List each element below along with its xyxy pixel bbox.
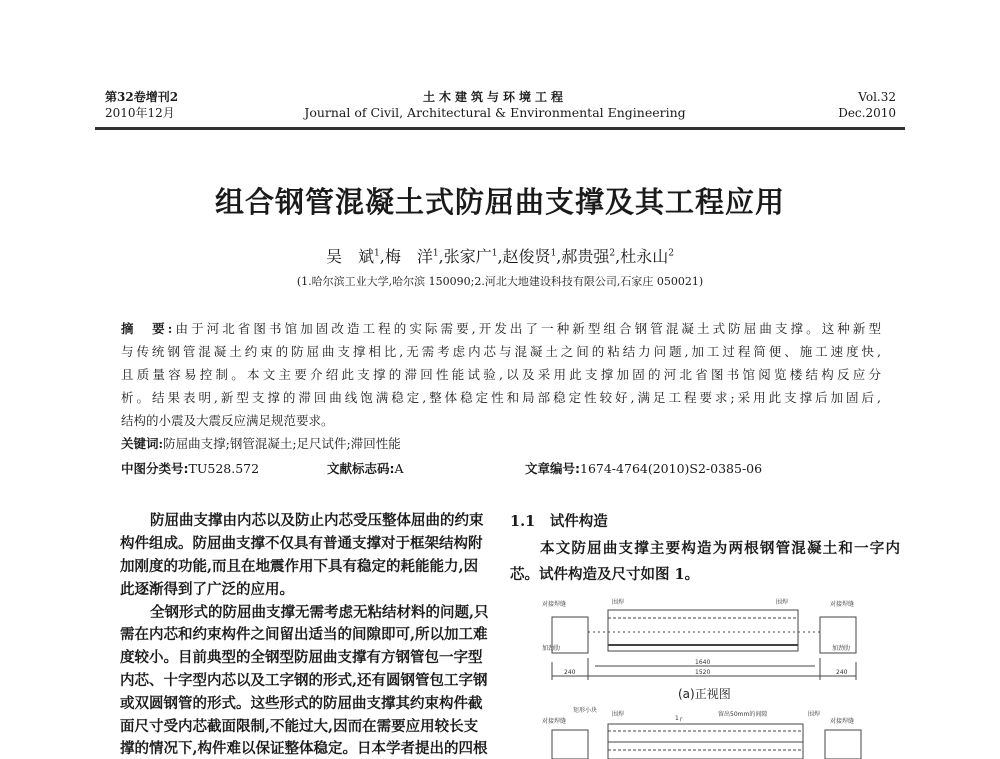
label-dimension-total: 1520: [695, 669, 711, 676]
body-line: 全钢形式的防屈曲支撑无需考虑无粘结材料的问题,只: [150, 604, 489, 621]
author: 张家广: [443, 247, 492, 266]
body-line: 度较小。目前典型的全钢型防屈曲支撑有方钢管包一字型: [120, 649, 483, 666]
figure-caption-a: (a)正视图: [678, 687, 731, 701]
classification-label: 中图分类号:: [121, 461, 189, 476]
author: 郝贵强: [561, 247, 610, 266]
label-fillet-weld-b-right: 围焊: [808, 711, 821, 718]
article-number-value: 1674-4764(2010)S2-0385-06: [580, 461, 763, 476]
body-line: 本文防屈曲支撑主要构造为两根钢管混凝土和一字内: [540, 540, 900, 557]
label-butt-weld-left: 对接焊缝: [542, 601, 567, 608]
author-list: 吴 斌$^1$,梅 洋$^1$,张家广$^1$,赵俊贤$^1$,郝贵强$^2$,杜永山$^2$: [326, 247, 674, 266]
body-line: 加刚度的功能,而且在地震作用下具有稳定的耗能能力,因: [120, 558, 479, 575]
label-dimension-right: 240: [836, 669, 848, 676]
author-affiliation-mark: 1: [491, 248, 498, 259]
body-line: 内芯、十字型内芯以及工字钢的形式,还有圆钢管包工字钢: [120, 672, 488, 689]
author-affiliation-mark: 2: [668, 248, 674, 259]
journal-cn: 土木建筑与环境工程: [422, 90, 567, 104]
classification-number: [121, 459, 259, 477]
keywords-value: 防屈曲支撑;钢管混凝土;足尺试件;滞回性能: [163, 436, 401, 451]
volume-en: Vol.32: [858, 90, 896, 104]
body-line: 撑的情况下,构件难以保证整体稳定。日本学者提出的四根: [120, 740, 488, 757]
label-fillet-weld-b-left: 围焊: [612, 711, 625, 718]
article-number-label: 文章编号:: [525, 461, 580, 476]
author-affiliation-mark: 1: [374, 248, 380, 259]
keywords-label: 关键词:: [121, 436, 164, 451]
label-butt-weld-right: 对接焊缝: [830, 601, 855, 608]
label-fillet-weld-right: 围焊: [776, 599, 789, 606]
section-heading: 1.1 试件构造: [510, 513, 608, 530]
author: 梅 洋: [384, 247, 433, 266]
label-butt-weld-b-right: 对接焊缝: [830, 718, 855, 725]
author: 赵俊贤: [502, 247, 551, 266]
author-affiliation-mark: 1: [432, 248, 439, 259]
keywords: [121, 436, 881, 452]
label-stiffener-right: 加劲肋: [832, 645, 851, 652]
header-rule: [95, 127, 905, 130]
affiliations: (1.哈尔滨工业大学,哈尔滨 150090;2.河北大地建设科技有限公司,石家庄 050021): [296, 275, 704, 288]
date-cn: 2010年12月: [105, 106, 175, 120]
label-butt-weld-b-left: 对接焊缝: [542, 718, 567, 725]
author: 杜永山: [620, 247, 669, 266]
article-number: [525, 459, 762, 477]
figure-1-brace-drawing: [540, 590, 870, 759]
abstract-text: 由于河北省图书馆加固改造工程的实际需要,开发出了一种新型组合钢管混凝土式防屈曲支撑。这种新型: [172, 321, 881, 336]
classification-value: TU528.572: [188, 461, 260, 476]
volume-cn: 第32卷增刊2: [105, 90, 179, 104]
label-section-mark: 1┌: [675, 715, 683, 722]
abstract-line: 结构的小震及大震反应满足规范要求。: [121, 413, 334, 428]
document-code: [327, 459, 404, 477]
label-fillet-weld-left: 围焊: [612, 599, 625, 606]
author-affiliation-mark: 1: [550, 248, 557, 259]
abstract-line: 析。结果表明,新型支撑的滞回曲线饱满稳定,整体稳定性和局部稳定性较好,满足工程要求;采用此支撑后加固后,: [121, 390, 881, 405]
author-affiliation-mark: 2: [609, 248, 616, 259]
label-dimension-inner: 1640: [695, 659, 711, 666]
date-en: Dec.2010: [838, 106, 896, 120]
abstract-line: 与传统钢管混凝土约束的防屈曲支撑相比,无需考虑内芯与混凝土之间的粘结力问题,加工过程简便、施工速度快,: [121, 344, 881, 359]
label-stiffener-left: 加劲肋: [542, 645, 561, 652]
body-line: 芯。试件构造及尺寸如图 1。: [510, 566, 700, 583]
paper-title: 组合钢管混凝土式防屈曲支撑及其工程应用: [214, 185, 785, 219]
body-line: 构件组成。防屈曲支撑不仅具有普通支撑对于框架结构附: [120, 535, 483, 552]
author: 吴 斌: [326, 247, 375, 266]
label-gap-note: 留出50mm的间隙: [718, 711, 768, 718]
body-line: 需在内芯和约束构件之间留出适当的间隙即可,所以加工难: [120, 626, 488, 643]
abstract-line: 且质量容易控制。本文主要介绍此支撑的滞回性能试验,以及采用此支撑加固的河北省图书馆阅览楼结构反应分: [121, 367, 881, 382]
document-code-label: 文献标志码:: [327, 461, 395, 476]
abstract-label: 摘 要:: [121, 321, 173, 336]
body-line: 此逐渐得到了广泛的应用。: [120, 581, 294, 598]
abstract-line: [121, 321, 881, 337]
journal-en: Journal of Civil, Architectural & Environmental Engineering: [304, 105, 686, 120]
body-line: 面尺寸受内芯截面限制,不能过大,因而在需要应用较长支: [120, 718, 479, 735]
label-dimension-left: 240: [564, 669, 576, 676]
body-line: 或双圆钢管的形式。这些形式的防屈曲支撑其约束构件截: [120, 695, 483, 712]
document-code-value: A: [394, 461, 404, 476]
body-line: 防屈曲支撑由内芯以及防止内芯受压整体屈曲的约束: [150, 512, 484, 529]
label-small-block: 矩形小块: [573, 707, 598, 714]
